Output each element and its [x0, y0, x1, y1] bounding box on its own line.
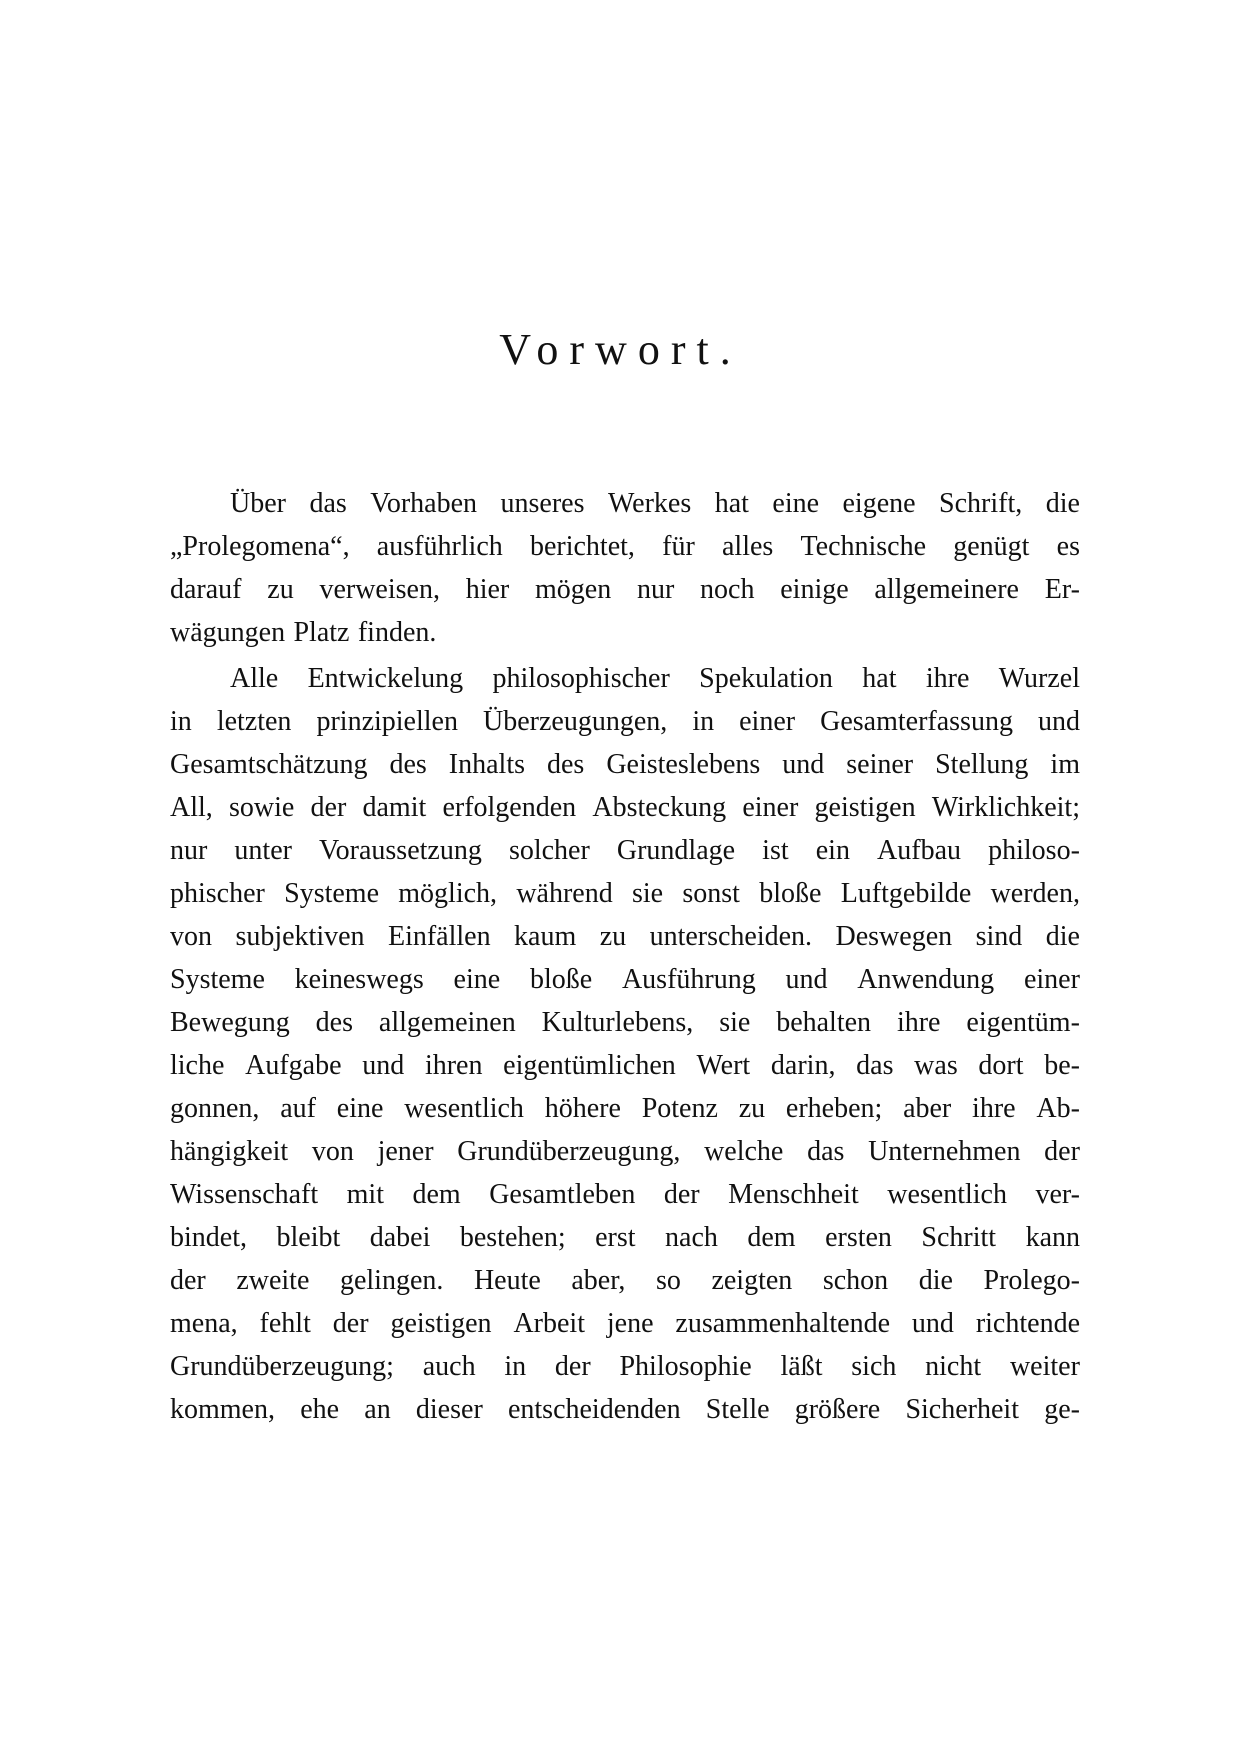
word: Gesamterfassung	[820, 706, 1013, 737]
word: von	[311, 1136, 354, 1167]
word: berichtet,	[529, 531, 635, 562]
word: was	[914, 1050, 958, 1081]
word: ihre	[925, 663, 970, 694]
text-line	[170, 743, 1080, 786]
word: des	[315, 1007, 353, 1038]
word: aber	[903, 1093, 952, 1124]
word: im	[1050, 749, 1080, 780]
word: Stelle	[705, 1394, 770, 1425]
word: bindet,	[170, 1222, 247, 1253]
word: Über	[230, 488, 286, 519]
word: Aufbau	[877, 835, 962, 866]
word: Philosophie	[619, 1351, 752, 1382]
word: eigene	[842, 488, 916, 519]
text-line	[170, 611, 1080, 654]
word: Platz	[293, 617, 350, 648]
word: und	[785, 964, 828, 995]
word: ihre	[972, 1093, 1016, 1124]
word: weiter	[1009, 1351, 1080, 1382]
word: wesentlich	[887, 1179, 1007, 1210]
word: ver-	[1035, 1179, 1080, 1210]
text-line	[170, 1302, 1080, 1345]
word: finden.	[357, 617, 437, 648]
word: jene	[606, 1308, 654, 1339]
word: Heute	[473, 1265, 541, 1296]
word: unter	[234, 835, 292, 866]
word: Kulturlebens,	[541, 1007, 694, 1038]
word: unterscheiden.	[649, 921, 813, 952]
word: Potenz	[641, 1093, 718, 1124]
word: bestehen;	[459, 1222, 566, 1253]
text-line	[170, 1130, 1080, 1173]
word: Technische	[800, 531, 927, 562]
text-line	[170, 872, 1080, 915]
word: All,	[170, 792, 213, 823]
word: jener	[377, 1136, 434, 1167]
paragraph	[170, 657, 1080, 1431]
word: erfolgenden	[442, 792, 577, 823]
word: Wurzel	[998, 663, 1080, 694]
word: subjektiven	[235, 921, 365, 952]
word: auf	[280, 1093, 316, 1124]
word: damit	[362, 792, 427, 823]
word: letzten	[216, 706, 292, 737]
word: kaum	[514, 921, 577, 952]
word: es	[1056, 531, 1080, 562]
word: für	[662, 531, 695, 562]
word: auch	[422, 1351, 476, 1382]
word: allgemeinere	[874, 574, 1019, 605]
word: eine	[453, 964, 501, 995]
word: richtende	[975, 1308, 1080, 1339]
word: allgemeinen	[378, 1007, 516, 1038]
word: Alle	[230, 663, 279, 694]
word: philosophischer	[492, 663, 670, 694]
word: genügt	[953, 531, 1030, 562]
word: ersten	[825, 1222, 892, 1253]
text-line	[170, 1259, 1080, 1302]
word: Schritt	[921, 1222, 997, 1253]
word: hier	[465, 574, 510, 605]
word: bloße	[759, 878, 822, 909]
word: keineswegs	[294, 964, 424, 995]
word: zu	[738, 1093, 766, 1124]
text-line	[170, 1388, 1080, 1431]
word: und	[1037, 706, 1080, 737]
word: Menschheit	[728, 1179, 859, 1210]
text-line	[170, 657, 1080, 700]
word: dem	[747, 1222, 796, 1253]
word: hat	[862, 663, 897, 694]
word: Ausführung	[621, 964, 756, 995]
word: ge-	[1044, 1394, 1080, 1425]
word: nicht	[925, 1351, 982, 1382]
word: Sicherheit	[905, 1394, 1019, 1425]
word: noch	[700, 574, 755, 605]
word: der	[170, 1265, 206, 1296]
word: größere	[794, 1394, 881, 1425]
word: philoso-	[988, 835, 1080, 866]
word: von	[170, 921, 212, 952]
word: behalten	[776, 1007, 872, 1038]
word: der	[310, 792, 347, 823]
word: Wissenschaft	[170, 1179, 319, 1210]
word: entscheidenden	[507, 1394, 681, 1425]
text-line	[170, 786, 1080, 829]
word: des	[547, 749, 585, 780]
word: darin,	[770, 1050, 836, 1081]
word: Einfällen	[387, 921, 491, 952]
word: kommen,	[170, 1394, 275, 1425]
word: erst	[595, 1222, 636, 1253]
text-line	[170, 1044, 1080, 1087]
word: höhere	[544, 1093, 621, 1124]
word: gonnen,	[170, 1093, 260, 1124]
word: welche	[704, 1136, 784, 1167]
word: ist	[762, 835, 789, 866]
word: Spekulation	[699, 663, 833, 694]
text-line	[170, 700, 1080, 743]
word: möglich,	[398, 878, 498, 909]
word: unseres	[500, 488, 585, 519]
word: liche	[170, 1050, 225, 1081]
word: Grundüberzeugung;	[170, 1351, 394, 1382]
word: nach	[665, 1222, 718, 1253]
word: eine	[336, 1093, 384, 1124]
word: einer	[1023, 964, 1080, 995]
word: gelingen.	[339, 1265, 444, 1296]
text-line	[170, 915, 1080, 958]
text-line	[170, 958, 1080, 1001]
word: sowie	[228, 792, 295, 823]
word: fehlt	[259, 1308, 311, 1339]
word: das	[309, 488, 347, 519]
word: einer	[739, 706, 796, 737]
text-line	[170, 568, 1080, 611]
word: verweisen,	[319, 574, 440, 605]
word: des	[389, 749, 427, 780]
word: nur	[170, 835, 208, 866]
word: und	[782, 749, 825, 780]
word: Wert	[696, 1050, 751, 1081]
word: in	[170, 706, 192, 737]
word: die	[918, 1265, 953, 1296]
word: Ab-	[1036, 1093, 1080, 1124]
word: eigentüm-	[966, 1007, 1080, 1038]
word: Systeme	[170, 964, 265, 995]
word: Aufgabe	[245, 1050, 342, 1081]
word: Anwendung	[857, 964, 995, 995]
word: dabei	[369, 1222, 431, 1253]
word: sie	[719, 1007, 751, 1038]
word: Wirklichkeit;	[931, 792, 1080, 823]
word: Gesamtschätzung	[170, 749, 368, 780]
word: „Prolegomena“,	[170, 531, 350, 562]
word: Werkes	[607, 488, 692, 519]
word: zeigten	[711, 1265, 793, 1296]
word: der	[663, 1179, 700, 1210]
text-line	[170, 1173, 1080, 1216]
word: Grundlage	[616, 835, 736, 866]
word: läßt	[780, 1351, 823, 1382]
word: phischer	[170, 878, 265, 909]
text-line	[170, 1001, 1080, 1044]
word: aber,	[571, 1265, 626, 1296]
word: zweite	[236, 1265, 310, 1296]
word: zu	[267, 574, 294, 605]
word: darauf	[170, 574, 242, 605]
word: sie	[631, 878, 664, 909]
word: Schrift,	[939, 488, 1023, 519]
word: schon	[822, 1265, 889, 1296]
word: solcher	[508, 835, 590, 866]
word: der	[1044, 1136, 1080, 1167]
word: Systeme	[284, 878, 380, 909]
word: eigentümlichen	[503, 1050, 676, 1081]
word: mena,	[170, 1308, 238, 1339]
word: geistigen	[390, 1308, 492, 1339]
word: dieser	[415, 1394, 483, 1425]
word: Gesamtleben	[489, 1179, 636, 1210]
text-line	[170, 525, 1080, 568]
word: ausführlich	[376, 531, 503, 562]
word: das	[856, 1050, 894, 1081]
text-line	[170, 829, 1080, 872]
paragraph	[170, 482, 1080, 654]
word: während	[516, 878, 613, 909]
word: einige	[780, 574, 849, 605]
word: bleibt	[276, 1222, 341, 1253]
word: die	[1045, 921, 1080, 952]
word: wägungen	[170, 617, 286, 648]
word: hängigkeit	[170, 1136, 289, 1167]
word: so	[655, 1265, 681, 1296]
word: erheben;	[785, 1093, 883, 1124]
text-line	[170, 482, 1080, 525]
word: nur	[636, 574, 675, 605]
word: dem	[412, 1179, 461, 1210]
word: Er-	[1044, 574, 1080, 605]
word: Arbeit	[513, 1308, 585, 1339]
word: dort	[978, 1050, 1024, 1081]
word: Stellung	[935, 749, 1029, 780]
text-line	[170, 1087, 1080, 1130]
word: Überzeugungen,	[483, 706, 668, 737]
word: wesentlich	[404, 1093, 524, 1124]
word: be-	[1044, 1050, 1080, 1081]
text-line	[170, 1345, 1080, 1388]
word: Entwickelung	[307, 663, 464, 694]
word: und	[362, 1050, 405, 1081]
word: alles	[721, 531, 774, 562]
word: zu	[599, 921, 627, 952]
word: der	[332, 1308, 369, 1339]
word: Absteckung	[592, 792, 727, 823]
word: Prolego-	[983, 1265, 1080, 1296]
word: Inhalts	[448, 749, 526, 780]
word: sonst	[682, 878, 740, 909]
word: an	[364, 1394, 391, 1425]
word: der	[554, 1351, 591, 1382]
word: die	[1045, 488, 1080, 519]
word: das	[807, 1136, 845, 1167]
word: sind	[975, 921, 1023, 952]
word: in	[692, 706, 715, 737]
word: Vorhaben	[370, 488, 478, 519]
word: Geisteslebens	[606, 749, 761, 780]
word: ehe	[300, 1394, 340, 1425]
word: geistigen	[814, 792, 916, 823]
word: kann	[1025, 1222, 1080, 1253]
word: Luftgebilde	[840, 878, 972, 909]
word: und	[911, 1308, 954, 1339]
word: prinzipiellen	[316, 706, 458, 737]
word: Deswegen	[835, 921, 953, 952]
word: in	[504, 1351, 527, 1382]
word: eine	[772, 488, 820, 519]
word: Grundüberzeugung,	[457, 1136, 681, 1167]
word: Unternehmen	[868, 1136, 1021, 1167]
word: sich	[851, 1351, 897, 1382]
word: ein	[815, 835, 850, 866]
word: mögen	[535, 574, 612, 605]
word: Voraussetzung	[319, 835, 482, 866]
word: hat	[714, 488, 749, 519]
word: werden,	[990, 878, 1080, 909]
body-text	[170, 482, 1080, 1431]
word: zusammenhaltende	[675, 1308, 891, 1339]
word: mit	[346, 1179, 384, 1210]
word: seiner	[846, 749, 914, 780]
text-line	[170, 1216, 1080, 1259]
word: einer	[742, 792, 799, 823]
word: bloße	[529, 964, 593, 995]
word: Bewegung	[170, 1007, 290, 1038]
word: ihre	[896, 1007, 941, 1038]
page-title: Vorwort.	[499, 325, 742, 374]
word: ihren	[424, 1050, 483, 1081]
